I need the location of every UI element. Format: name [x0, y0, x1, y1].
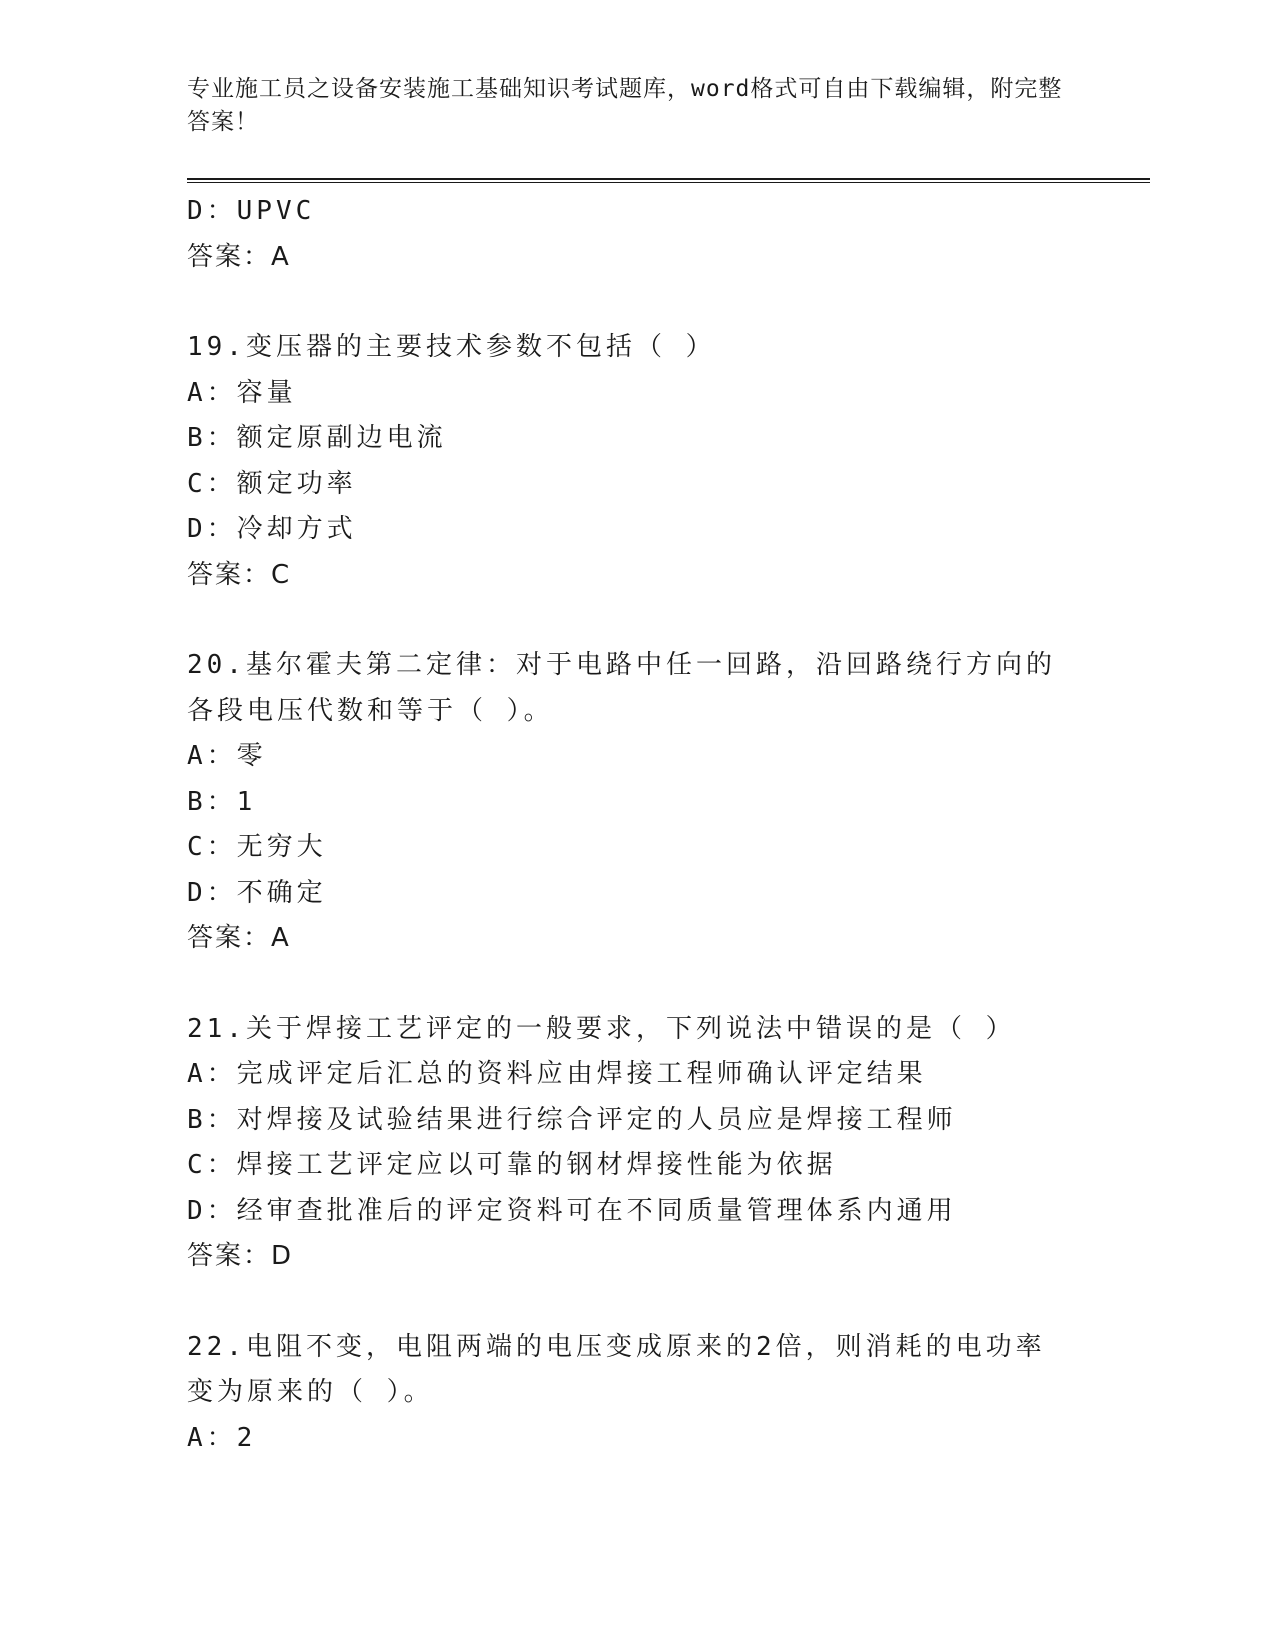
question-stem-22: 22.电阻不变，电阻两端的电压变成原来的2倍，则消耗的电功率变为原来的（ ）。: [187, 1331, 1046, 1407]
question-stem-20: 20.基尔霍夫第二定律：对于电路中任一回路，沿回路绕行方向的各段电压代数和等于（ ）。: [187, 650, 1056, 726]
spacer: [187, 1280, 1087, 1325]
option-a: A：零: [187, 741, 267, 771]
question-stem-19: 19.变压器的主要技术参数不包括（ ）: [187, 332, 716, 362]
document-header: 专业施工员之设备安装施工基础知识考试题库，word格式可自由下载编辑，附完整答案！: [187, 76, 1063, 135]
option-a: A：完成评定后汇总的资料应由焊接工程师确认评定结果: [187, 1059, 927, 1089]
question-list: [187, 189, 1087, 1461]
option-c: C：额定功率: [187, 468, 357, 499]
question-stem-21: 21.关于焊接工艺评定的一般要求，下列说法中错误的是（ ）: [187, 1013, 1016, 1044]
option-d: D：UPVC: [187, 196, 316, 226]
spacer: [187, 962, 1087, 1007]
option-d: D：不确定: [187, 877, 327, 908]
option-c: C：无穷大: [187, 832, 327, 862]
spacer: [187, 598, 1087, 643]
answer-line: 答案：C: [187, 559, 292, 590]
option-d: D：冷却方式: [187, 514, 357, 544]
answer-line: 答案：D: [187, 1241, 294, 1271]
header-divider-thin: [187, 182, 1150, 183]
option-a: A：2: [187, 1422, 257, 1453]
option-b: B：额定原副边电流: [187, 423, 447, 453]
answer-line: 答案：A: [187, 241, 291, 272]
answer-line: 答案：A: [187, 923, 291, 953]
option-c: C：焊接工艺评定应以可靠的钢材焊接性能为依据: [187, 1150, 837, 1180]
header-divider: [187, 178, 1150, 180]
option-b: B：对焊接及试验结果进行综合评定的人员应是焊接工程师: [187, 1104, 957, 1135]
option-a: A：容量: [187, 377, 297, 408]
spacer: [187, 280, 1087, 325]
option-d: D：经审查批准后的评定资料可在不同质量管理体系内通用: [187, 1195, 957, 1226]
option-b: B：1: [187, 786, 257, 817]
